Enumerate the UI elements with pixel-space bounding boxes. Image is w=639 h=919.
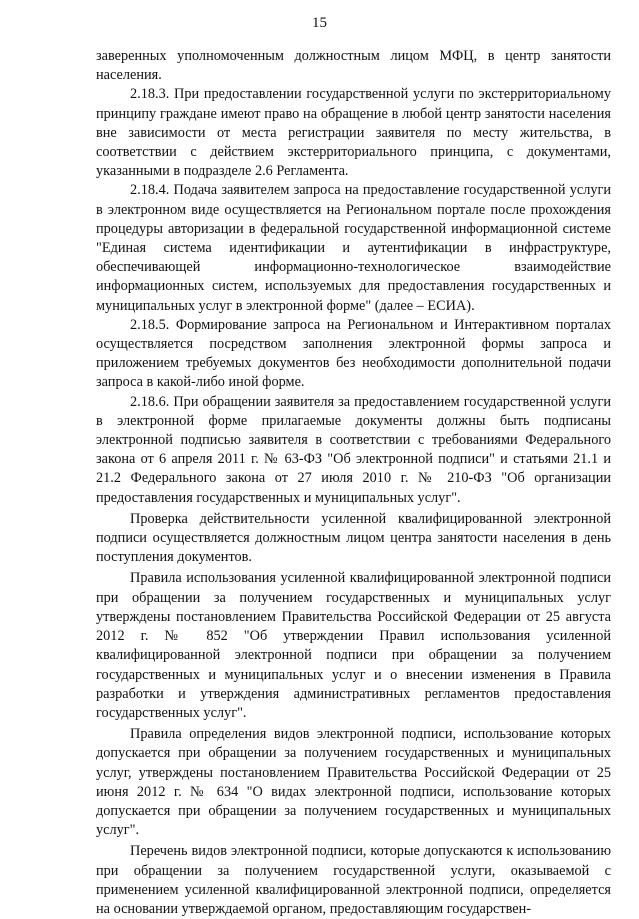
paragraph-signature-types: Правила определения видов электронной подписи, использование которых допускается при обращении за получением государственных и муниципальных услуг, утверждены постановлением Правительства Российской Федерации от 25 июня 2012 г. № 634 "О видах электронной подписи, использование которых допускается при обращении за получением государственных и муниципальных услуг". [96,726,611,839]
document-body [96,47,611,919]
paragraph-signature-verification: Проверка действительности усиленной квалифицированной электронной подписи осуществляется должностным лицом центра занятости населения в день поступления документов. [96,510,611,566]
paragraph-signature-list: Перечень видов электронной подписи, которые допускаются к использованию при обращении за получением государственной услуги, оказываемой с применением усиленной квалифицированной электронной подписи, определяется на основании утверждаемой органом, предоставляющим государствен- [96,843,611,917]
page-number: 15 [312,15,327,31]
paragraph-2-18-4: 2.18.4. Подача заявителем запроса на предоставление государственной услуги в электронном виде осуществляется на Региональном портале после прохождения процедуры авторизации в федеральной государственной информационной системе "Единая система идентификации и аутентификации в инфраструктуре, обеспечивающей информационно-технологическое взаимодействие информационных систем, используемых для предоставления государственных и муниципальных услуг в электронной форме" (далее – ЕСИА). [96,182,611,314]
paragraph-continuation: заверенных уполномоченным должностным лицом МФЦ, в центр занятости населения. [96,48,611,84]
paragraph-2-18-3: 2.18.3. При предоставлении государственной услуги по экстерриториальному принципу граждане имеют право на обращение в любой центр занятости населения вне зависимости от места регистрации заявителя по месту жительства, в соответствии с действием экстерриториального принципа, с документами, указанными в подразделе 2.6 Регламента. [96,86,611,180]
paragraph-2-18-5: 2.18.5. Формирование запроса на Региональном и Интерактивном порталах осуществляется посредством заполнения электронной формы запроса и приложением требуемых документов без необходимости дополнительной подачи запроса в какой-либо иной форме. [96,316,611,391]
paragraph-2-18-6: 2.18.6. При обращении заявителя за предоставлением государственной услуги в электронной форме прилагаемые документы должны быть подписаны электронной подписью заявителя в соответствии с требованиями Федерального закона от 6 апреля 2011 г. № 63-ФЗ "Об электронной подписи" и статьями 21.1 и 21.2 Федерального закона от 27 июля 2010 г. № 210-ФЗ "Об организации предоставления государственных и муниципальных услуг". [96,393,611,506]
paragraph-signature-rules: Правила использования усиленной квалифицированной электронной подписи при обращении за получением государственных и муниципальных услуг утверждены постановлением Правительства Российской Федерации от 25 августа 2012 г. № 852 "Об утверждении Правил использования усиленной квалифицированной электронной подписи при обращении за получением государственных и муниципальных услуг и о внесении изменения в Правила разработки и утверждения административных регламентов предоставления государственных услуг". [96,570,611,721]
